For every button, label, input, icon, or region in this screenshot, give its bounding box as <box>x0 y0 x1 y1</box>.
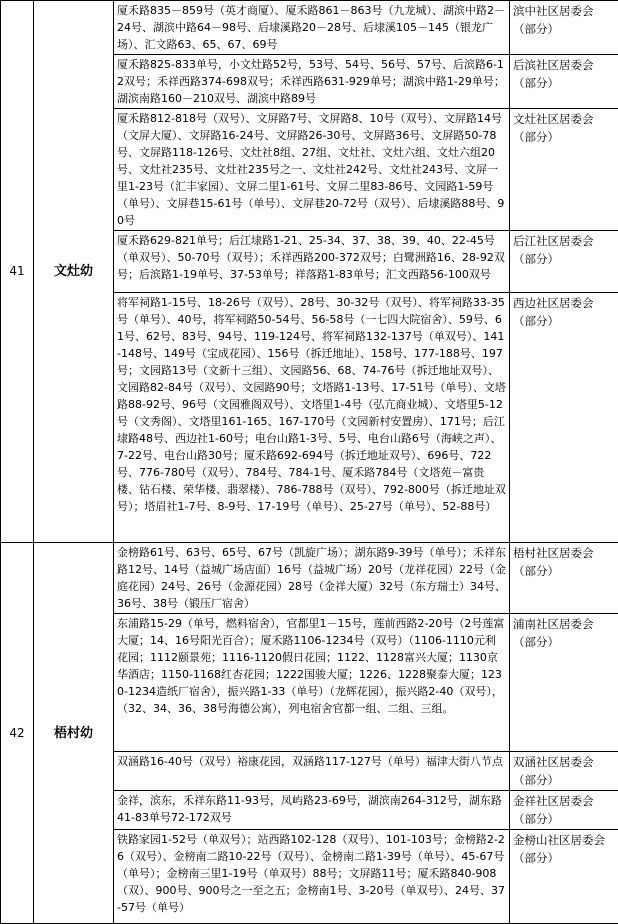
row-number: 41 <box>1 1 34 543</box>
table-row <box>1 543 618 614</box>
area-cell: 东浦路15-29（单号，燃料宿舍），官都里1－15号，莲前西路2-20号（2号莲富大厦；14、16号阳光百合）；厦禾路1106-1234号（双号）（1106-1110元利花园；1112颐景苑；1116-1120假日花园；1122、1128富兴大厦；1130京华酒店；1150-1168红杏花园；1222国骏大厦；1226、1228聚泰大厦；1230-1234造纸厂宿舍），振兴路1-33（单号）（龙辉花园），振兴路2-40（双号），（32、34、36、38号海德公寓），列电宿舍官都一组、二组、三组。 <box>114 614 510 752</box>
area-cell: 双涵路16-40号（双号）裕康花园，双涵路117-127号（单号）福津大街八节点 <box>114 752 510 791</box>
community-cell: 西边社区居委会（部分） <box>510 293 618 543</box>
school-name: 梧村幼 <box>34 543 114 924</box>
area-cell: 铁路家园1-52号（单双号）；站西路102-128（双号）、101-103号；金榜路2-26（双号）、金榜南二路10-22号（双号）、金榜南二路1-39号（单号）、45-67号（单号）；金榜南三里1-19号（单双号）88号；文屏路11号；厦禾路840-908（双）、900号、900号之一至之五；金榜南1号、3-20号（单双号）、24号、37-57号（单号） <box>114 830 510 924</box>
area-cell: 厦禾路825-833单号，小文灶路52号，53号、54号、56号、57号、后滨路6-12双号；禾祥西路374-698双号；禾祥西路631-929单号；湖滨中路1-29单号；湖滨南路160－210双号、湖滨中路89号 <box>114 55 510 109</box>
area-cell: 厦禾路812-818号（双号）、文屏路7号、文屏路8、10号（双号）、文屏路14号（文屏大厦）、文屏路16-24号、文屏路26-30号、文屏路36号、文屏路50-78号、文屏路118-126号、文灶社8组、27组、文灶社、文灶六组、文灶六组20号、文灶社235号、文灶社235号之一、文灶社242号、文灶社243号、文屏一里1-23号（汇丰家园）、文屏二里1-61号、文屏二里83-86号、文园路1-59号（单号）、文屏巷15-61号（单号）、文屏巷20-72号（双号）、后埭溪路88号、90号 <box>114 109 510 231</box>
area-cell: 金祥，滨东，禾祥东路11-93号，凤屿路23-69号，湖滨南264-312号，湖东路41-83单号72-172双号 <box>114 791 510 830</box>
area-cell: 厦禾路835－859号（英才商厦）、厦禾路861－863号（九龙城）、湖滨中路2－24号、湖滨中路64－98号、后埭溪路20－28号、后埭溪105－145（银龙广场）、汇文路63、65、67、69号 <box>114 1 510 55</box>
community-cell: 梧村社区居委会（部分） <box>510 543 618 614</box>
community-cell: 金祥社区居委会（部分） <box>510 791 618 830</box>
community-cell: 文灶社区居委会（部分） <box>510 109 618 231</box>
community-cell: 后滨社区居委会（部分） <box>510 55 618 109</box>
community-cell: 双涵社区居委会（部分） <box>510 752 618 791</box>
area-cell: 将军祠路1-15号、18-26号（双号）、28号、30-32号（双号）、将军祠路33-35号（单号）、40号，将军祠路50-54号、56-58号（一七四大院宿舍）、59号、61号、62号、83号、94号、119-124号、将军祠路132-137号（单双号）、141-148号、149号（宝成花园）、156号（拆迁地址）、158号、177-188号、197号；文园路13号（文新十三组）、文园路56、68、74-76号（拆迁地址双号）、文园路82-84号（双号）、文园路90号；文塔路1-13号、17-51号（单号）、文塔路88-92号、96号（文园雅阁双号）、文塔里1-4号（弘亢商业城）、文塔里5-12号（文秀阁）、文塔里161-165、167-170号（文园新村安置房）、171号；后江埭路48号、西边社1-60号；电台山路1-3号、5号、电台山路6号（海峡之声）、7-22号、电台山路30号；厦禾路692-694号（拆迁地址双号）、696号、722号、776-780号（双号）、784号、784-1号、厦禾路784号（文塔苑－富贵楼、钻石楼、荣华楼、翡翠楼）、786-788号（双号）、792-800号（拆迁地址双号）；塔眉社1-7号、8-9号、17-19号（单号）、25-27号（单号）、52-88号） <box>114 293 510 543</box>
community-cell: 金榜山社区居委会（部分） <box>510 830 618 924</box>
area-cell: 金榜路61号、63号、65号、67号（凯旋广场）；湖东路9-39号（单号）；禾祥东路12号、14号（益城广场店面）16号（益城广场）20号（龙祥花园）22号（金庭花园）24号、26号（金源花园）28号（金祥大厦）32号（东方瑞士）34号、36号、38号（锻压厂宿舍） <box>114 543 510 614</box>
community-cell: 后江社区居委会（部分） <box>510 231 618 293</box>
school-name: 文灶幼 <box>34 1 114 543</box>
area-cell: 厦禾路629-821单号；后江埭路1-21、25-34、37、38、39、40、22-45号（单双号）、50-70号（双号）；禾祥西路200-372双号；白鹭洲路16、28-92双号；后滨路1-19单号、37-53单号；祥落路1-83单号；汇文西路56-100双号 <box>114 231 510 293</box>
community-cell: 滨中社区居委会（部分） <box>510 1 618 55</box>
row-number: 42 <box>1 543 34 924</box>
community-cell: 浦南社区居委会（部分） <box>510 614 618 752</box>
table-row <box>1 1 618 55</box>
